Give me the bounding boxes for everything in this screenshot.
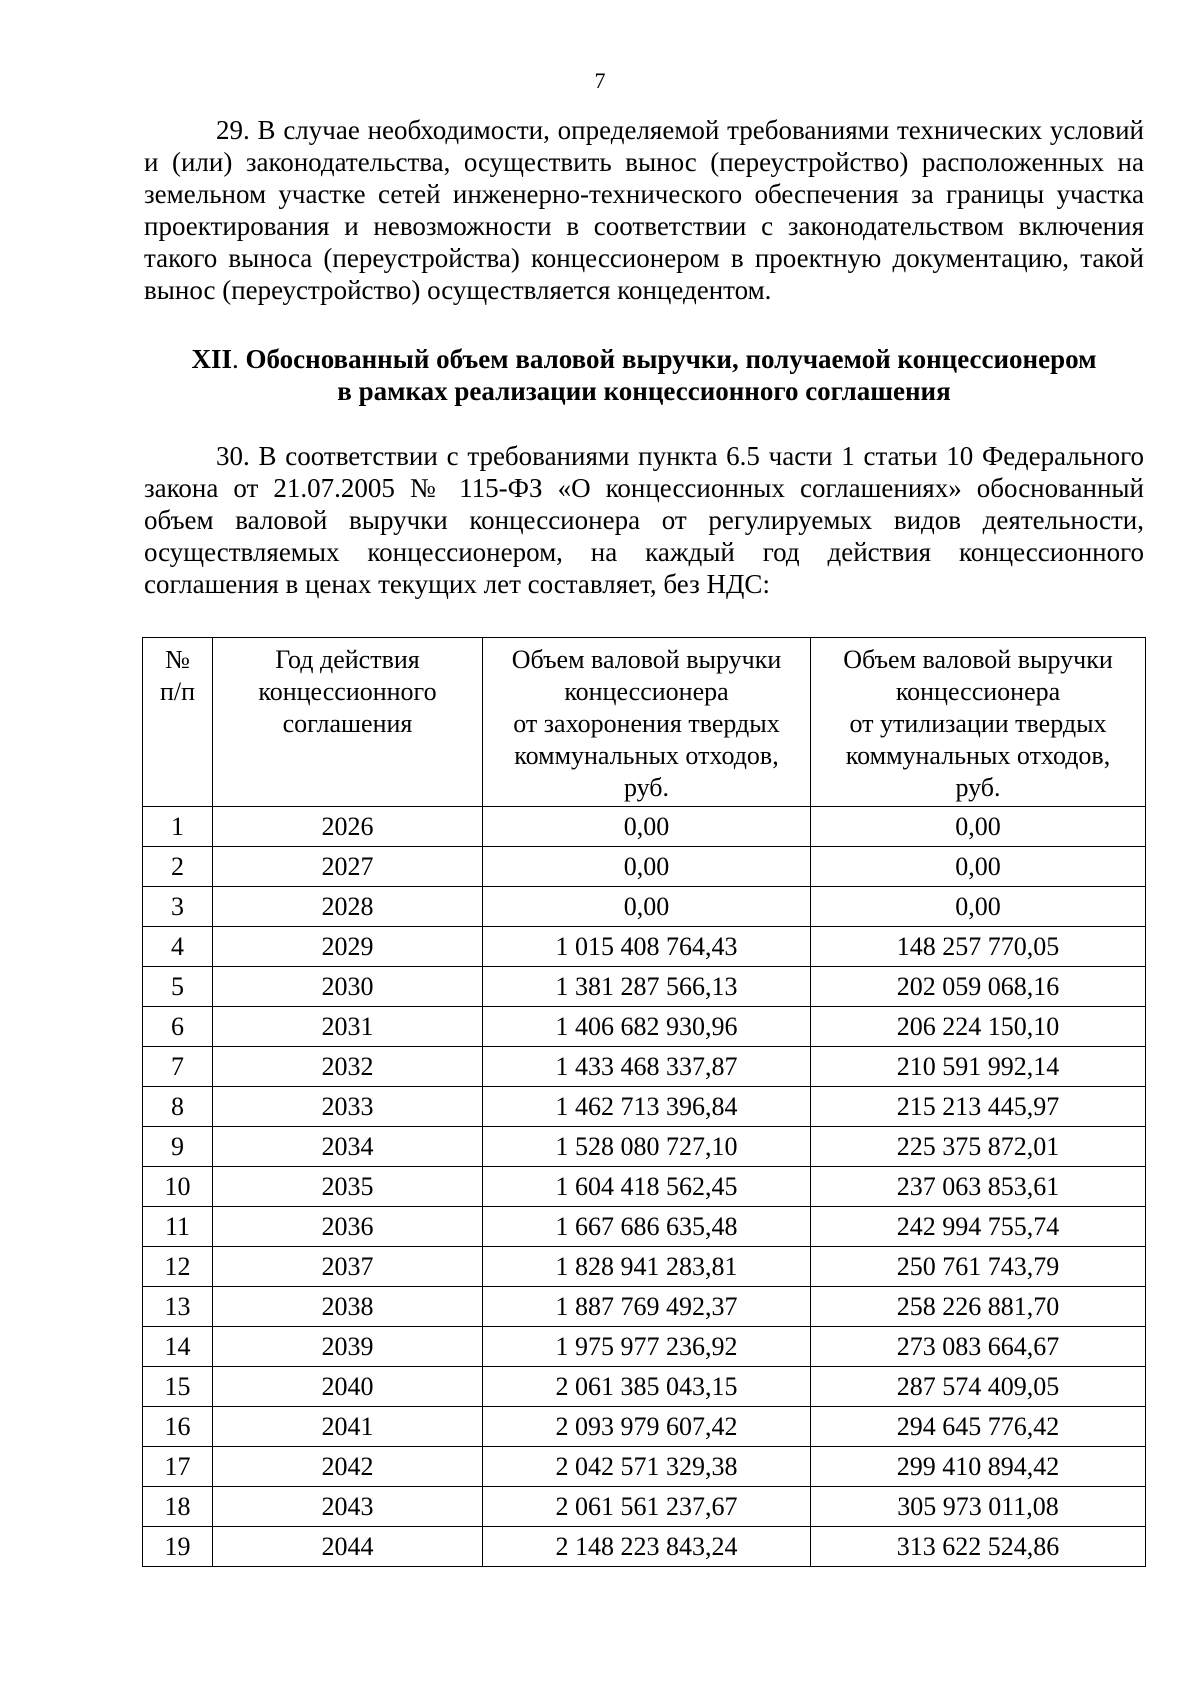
cell-number: 5 [143, 967, 213, 1007]
table-row [143, 807, 1146, 847]
cell-year: 2043 [213, 1487, 483, 1527]
cell-number: 17 [143, 1447, 213, 1487]
cell-utilization-revenue: 294 645 776,42 [811, 1407, 1146, 1447]
cell-year: 2027 [213, 847, 483, 887]
cell-year: 2041 [213, 1407, 483, 1447]
header-year: Год действия концессионного соглашения [213, 638, 483, 807]
cell-burial-revenue: 2 042 571 329,38 [483, 1447, 811, 1487]
section-heading: XII. Обоснованный объем валовой выручки, получаемой концессионером в рамках реализации концессионного соглашения [191, 344, 1097, 406]
cell-burial-revenue: 1 015 408 764,43 [483, 927, 811, 967]
cell-burial-revenue: 1 406 682 930,96 [483, 1007, 811, 1047]
cell-year: 2028 [213, 887, 483, 927]
cell-number: 11 [143, 1207, 213, 1247]
cell-utilization-revenue: 250 761 743,79 [811, 1247, 1146, 1287]
cell-year: 2042 [213, 1447, 483, 1487]
table-row [143, 847, 1146, 887]
cell-number: 15 [143, 1367, 213, 1407]
cell-utilization-revenue: 148 257 770,05 [811, 927, 1146, 967]
paragraph-30: 30. В соответствии с требованиями пункта 6.5 части 1 статьи 10 Федерального закона от 21.07.2005 № 115-ФЗ «О концессионных соглашениях» обоснованный объем валовой выручки концессионера от регулируемых видов деятельности, осуществляемых концессионером, на каждый год действия концессионного соглашения в ценах текущих лет составляет, без НДС: [144, 441, 1144, 599]
cell-burial-revenue: 1 828 941 283,81 [483, 1247, 811, 1287]
cell-burial-revenue: 1 528 080 727,10 [483, 1127, 811, 1167]
paragraph-29: 29. В случае необходимости, определяемой требованиями технических условий и (или) законодательства, осуществить вынос (переустройство) расположенных на земельном участке сетей инженерно-технического обеспечения за границы участка проектирования и невозможности в соответствии с законодательством включения такого выноса (переустройства) концессионером в проектную документацию, такой вынос (переустройство) осуществляется концедентом. [144, 115, 1144, 305]
cell-burial-revenue: 2 061 561 237,67 [483, 1487, 811, 1527]
table-row [143, 1367, 1146, 1407]
cell-burial-revenue: 0,00 [483, 887, 811, 927]
cell-burial-revenue: 2 148 223 843,24 [483, 1527, 811, 1567]
cell-utilization-revenue: 215 213 445,97 [811, 1087, 1146, 1127]
header-utilization-revenue: Объем валовой выручки концессионера от утилизации твердых коммунальных отходов, руб. [811, 638, 1146, 807]
cell-year: 2026 [213, 807, 483, 847]
cell-utilization-revenue: 299 410 894,42 [811, 1447, 1146, 1487]
cell-number: 19 [143, 1527, 213, 1567]
cell-year: 2030 [213, 967, 483, 1007]
table-row [143, 1127, 1146, 1167]
cell-number: 4 [143, 927, 213, 967]
cell-utilization-revenue: 210 591 992,14 [811, 1047, 1146, 1087]
table-header-row [143, 638, 1146, 807]
cell-utilization-revenue: 202 059 068,16 [811, 967, 1146, 1007]
cell-year: 2032 [213, 1047, 483, 1087]
cell-number: 2 [143, 847, 213, 887]
cell-number: 12 [143, 1247, 213, 1287]
header-burial-revenue: Объем валовой выручки концессионера от захоронения твердых коммунальных отходов, руб. [483, 638, 811, 807]
cell-year: 2036 [213, 1207, 483, 1247]
cell-year: 2037 [213, 1247, 483, 1287]
table-row [143, 1327, 1146, 1367]
table-row [143, 887, 1146, 927]
cell-utilization-revenue: 0,00 [811, 847, 1146, 887]
table-body [143, 807, 1146, 1567]
cell-number: 3 [143, 887, 213, 927]
cell-year: 2029 [213, 927, 483, 967]
cell-burial-revenue: 0,00 [483, 807, 811, 847]
cell-utilization-revenue: 237 063 853,61 [811, 1167, 1146, 1207]
table-row [143, 1487, 1146, 1527]
cell-year: 2040 [213, 1367, 483, 1407]
cell-number: 18 [143, 1487, 213, 1527]
cell-number: 1 [143, 807, 213, 847]
cell-burial-revenue: 1 381 287 566,13 [483, 967, 811, 1007]
cell-burial-revenue: 2 093 979 607,42 [483, 1407, 811, 1447]
cell-utilization-revenue: 305 973 011,08 [811, 1487, 1146, 1527]
table-row [143, 1407, 1146, 1447]
table-row [143, 1447, 1146, 1487]
table-row [143, 1167, 1146, 1207]
cell-year: 2034 [213, 1127, 483, 1167]
cell-year: 2031 [213, 1007, 483, 1047]
cell-number: 8 [143, 1087, 213, 1127]
table-row [143, 1527, 1146, 1567]
cell-utilization-revenue: 258 226 881,70 [811, 1287, 1146, 1327]
cell-utilization-revenue: 225 375 872,01 [811, 1127, 1146, 1167]
header-number: № п/п [143, 638, 213, 807]
table-row [143, 1287, 1146, 1327]
cell-number: 7 [143, 1047, 213, 1087]
table-row [143, 1247, 1146, 1287]
section-number: XII [191, 344, 233, 374]
cell-burial-revenue: 1 887 769 492,37 [483, 1287, 811, 1327]
cell-year: 2039 [213, 1327, 483, 1367]
cell-utilization-revenue: 273 083 664,67 [811, 1327, 1146, 1367]
cell-burial-revenue: 0,00 [483, 847, 811, 887]
cell-burial-revenue: 1 975 977 236,92 [483, 1327, 811, 1367]
cell-utilization-revenue: 242 994 755,74 [811, 1207, 1146, 1247]
cell-number: 9 [143, 1127, 213, 1167]
page-number: 7 [594, 68, 606, 93]
cell-number: 10 [143, 1167, 213, 1207]
cell-year: 2035 [213, 1167, 483, 1207]
cell-year: 2038 [213, 1287, 483, 1327]
cell-burial-revenue: 1 462 713 396,84 [483, 1087, 811, 1127]
section-heading-line2: в рамках реализации концессионного соглашения [337, 376, 951, 406]
cell-utilization-revenue: 313 622 524,86 [811, 1527, 1146, 1567]
cell-utilization-revenue: 0,00 [811, 807, 1146, 847]
cell-burial-revenue: 1 433 468 337,87 [483, 1047, 811, 1087]
table-row [143, 927, 1146, 967]
table-row [143, 1047, 1146, 1087]
cell-number: 6 [143, 1007, 213, 1047]
cell-number: 16 [143, 1407, 213, 1447]
cell-year: 2044 [213, 1527, 483, 1567]
cell-burial-revenue: 1 604 418 562,45 [483, 1167, 811, 1207]
cell-utilization-revenue: 0,00 [811, 887, 1146, 927]
cell-year: 2033 [213, 1087, 483, 1127]
cell-number: 13 [143, 1287, 213, 1327]
table-row [143, 1007, 1146, 1047]
cell-number: 14 [143, 1327, 213, 1367]
table-row [143, 1087, 1146, 1127]
table-row [143, 1207, 1146, 1247]
cell-burial-revenue: 1 667 686 635,48 [483, 1207, 811, 1247]
table-row [143, 967, 1146, 1007]
cell-utilization-revenue: 287 574 409,05 [811, 1367, 1146, 1407]
revenue-table [142, 637, 1146, 1567]
cell-burial-revenue: 2 061 385 043,15 [483, 1367, 811, 1407]
cell-utilization-revenue: 206 224 150,10 [811, 1007, 1146, 1047]
section-heading-line1: Обоснованный объем валовой выручки, получаемой концессионером [238, 344, 1097, 374]
